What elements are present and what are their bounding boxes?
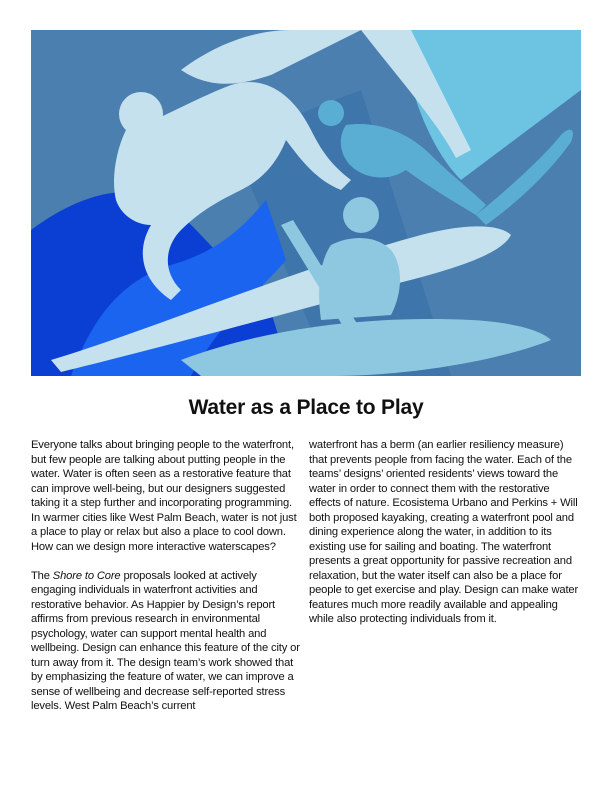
water-sports-artwork xyxy=(31,30,581,376)
text-run: The xyxy=(31,569,53,582)
article-column-left xyxy=(31,438,303,714)
project-name: Shore to Core xyxy=(52,569,121,582)
hero-illustration xyxy=(31,30,581,376)
text-run: proposals looked at actively engaging individuals in waterfront activities and restorative behavior. As Happier by Design’s report affirms from previous research in environmental psychology, water can support mental health and wellbeing. Design can enhance this feature of the city or turn away from it. The design team’s work showed that by emphasizing the feature of water, we can improve a sense of wellbeing and decrease self-reported stress levels. West Palm Beach’s current xyxy=(31,569,300,712)
paragraph: Everyone talks about bringing people to the waterfront, but few people are talking about putting people in the water. Water is often seen as a restorative feature that can improve well-being, but our designers suggested taking it a step further and incorporating programming. In warmer cities like West Palm Beach, water is not just a place to play or relax but also a place to cool down. How can we design more interactive waterscapes? xyxy=(31,439,297,553)
page-title: Water as a Place to Play xyxy=(188,396,424,419)
paragraph xyxy=(31,569,303,714)
paragraph: waterfront has a berm (an earlier resiliency measure) that prevents people from facing the water. Each of the teams’ designs’ oriented residents’ views toward the water in order to connect them with the restorative effects of nature. Ecosistema Urbano and Perkins + Will both proposed kayaking, creating a waterfront pool and dining experience along the water, in addition to its existing use for sailing and boating. The waterfront presents a great opportunity for passive recreation and relaxation, but the water itself can also be a place for people to get exercise and play. Design can make water features much more readily available and appealing while also protecting individuals from it. xyxy=(309,439,579,625)
article-column-right xyxy=(309,438,581,627)
